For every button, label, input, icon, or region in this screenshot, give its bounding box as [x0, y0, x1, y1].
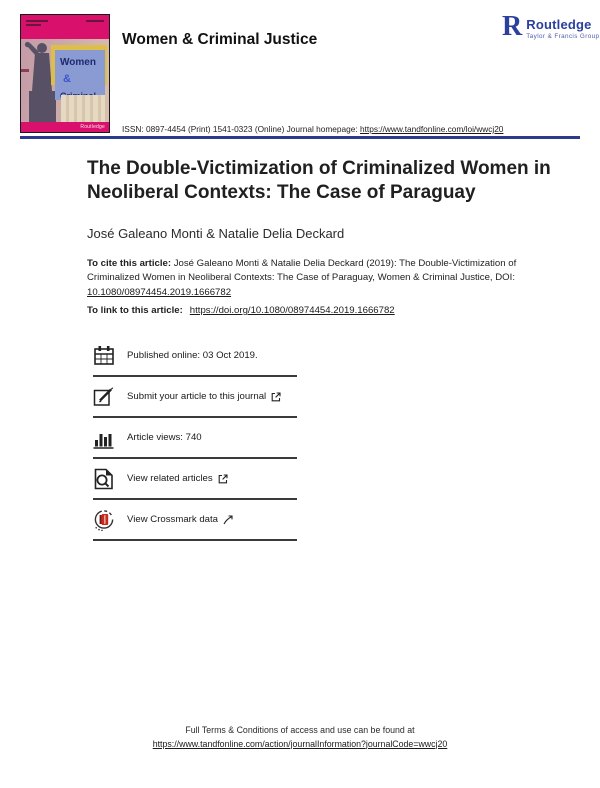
cover-title-ampersand: & — [63, 72, 71, 85]
cover-footer-band — [21, 122, 109, 132]
external-link-icon — [218, 474, 228, 484]
cover-routledge-logo: Routledge — [80, 124, 105, 130]
journal-cover-thumbnail — [20, 14, 110, 133]
cover-title-word1: Women — [60, 57, 96, 68]
row-divider — [93, 539, 297, 541]
terms-link[interactable]: https://www.tandfonline.com/action/journalInformation?journalCode=wwcj20 — [152, 738, 448, 749]
terms-text: Full Terms & Conditions of access and use can be found at — [185, 725, 415, 735]
document-search-icon — [93, 468, 115, 490]
published-online-label: Published online: 03 Oct 2019. — [127, 350, 258, 361]
submit-article-label[interactable]: Submit your article to this journal — [127, 391, 267, 402]
cite-text: José Galeano Monti & Natalie Delia Deckard (2019): The Double-Victimization of Criminalized Women in Neoliberal Contexts: The Case of Paraguay, Women & Criminal Justice, DOI: — [87, 258, 517, 284]
article-views-label: Article views: 740 — [127, 432, 202, 443]
publisher-name: Routledge — [526, 17, 592, 32]
cite-label: To cite this article: — [87, 258, 172, 269]
routledge-logo — [502, 11, 600, 42]
calendar-icon — [93, 345, 115, 367]
view-related-articles-label[interactable]: View related articles — [127, 473, 213, 484]
issn-text: ISSN: 0897-4454 (Print) 1541-0323 (Online) Journal homepage: — [122, 124, 360, 134]
citation-block — [87, 257, 535, 300]
published-online-row — [93, 336, 297, 375]
article-link-block — [87, 305, 395, 316]
cover-photo — [21, 39, 109, 122]
article-views-row — [93, 418, 297, 457]
article-authors: José Galeano Monti & Natalie Delia Deckard — [87, 226, 345, 241]
crossmark-icon — [93, 509, 115, 531]
bar-chart-icon — [93, 427, 115, 449]
view-related-articles-row[interactable] — [93, 459, 297, 498]
view-crossmark-label[interactable]: View Crossmark data — [127, 514, 218, 525]
link-label: To link to this article: — [87, 305, 183, 316]
terms-footer — [0, 724, 600, 751]
crossmark-arrow-icon — [223, 515, 233, 525]
doi-link[interactable]: 10.1080/08974454.2019.1666782 — [87, 286, 232, 298]
issn-line — [122, 124, 503, 134]
journal-homepage-link[interactable]: https://www.tandfonline.com/loi/wwcj20 — [360, 124, 504, 134]
header-divider-rule — [20, 136, 580, 139]
cover-issn-text — [86, 20, 104, 22]
view-crossmark-row[interactable] — [93, 500, 297, 539]
cover-issue-text — [26, 24, 41, 26]
cover-title-panel — [55, 50, 105, 100]
article-title: The Double-Victimization of Criminalized Women in Neoliberal Contexts: The Case of Paraguay — [87, 158, 551, 204]
article-doi-url-link[interactable]: https://doi.org/10.1080/08974454.2019.1666782 — [189, 305, 395, 316]
cover-column-detail — [61, 95, 105, 122]
action-list — [93, 336, 297, 541]
external-link-icon — [271, 392, 281, 402]
journal-title: Women & Criminal Justice — [122, 31, 318, 48]
cover-volume-text — [26, 20, 48, 22]
submit-icon — [93, 386, 115, 408]
routledge-r-icon: R — [502, 11, 523, 42]
submit-article-row[interactable] — [93, 377, 297, 416]
publisher-tagline: Taylor & Francis Group — [526, 33, 600, 40]
cover-masthead — [21, 15, 109, 39]
